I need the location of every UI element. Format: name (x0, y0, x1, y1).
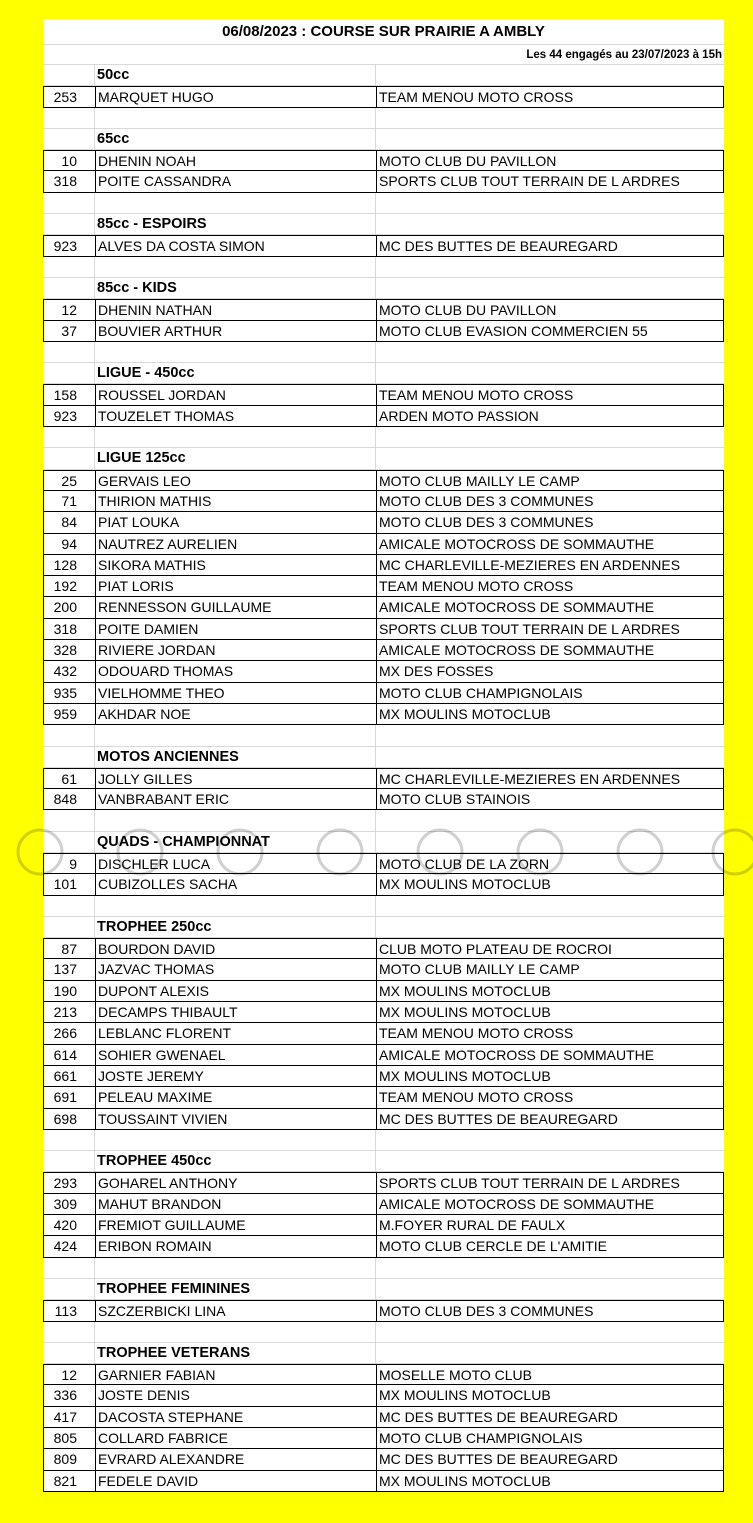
blank-cell (95, 257, 376, 278)
category-spacer (43, 278, 95, 299)
blank-cell (376, 1322, 724, 1343)
rider-name: EVRARD ALEXANDRE (95, 1449, 376, 1470)
table-row (43, 321, 724, 342)
table-row (43, 640, 724, 661)
rider-name: ROUSSEL JORDAN (95, 384, 376, 405)
table-row (43, 597, 724, 618)
category-header (43, 1279, 724, 1300)
rider-club: MX MOULINS MOTOCLUB (376, 1385, 724, 1406)
table-row (43, 1172, 724, 1193)
rider-club: CLUB MOTO PLATEAU DE ROCROI (376, 938, 724, 959)
category-name: 85cc - ESPOIRS (95, 214, 376, 235)
rider-club: SPORTS CLUB TOUT TERRAIN DE L ARDRES (376, 619, 724, 640)
rider-club: TEAM MENOU MOTO CROSS (376, 86, 724, 107)
category-spacer (376, 363, 724, 384)
category-header (43, 129, 724, 150)
category-spacer (43, 129, 95, 150)
rider-club: MX DES FOSSES (376, 661, 724, 682)
blank-cell (95, 193, 376, 214)
category-spacer (376, 278, 724, 299)
rider-number: 137 (43, 959, 95, 980)
blank-row (43, 1130, 724, 1151)
rider-number: 923 (43, 406, 95, 427)
rider-name: DHENIN NATHAN (95, 299, 376, 320)
rider-name: NAUTREZ AURELIEN (95, 534, 376, 555)
category-spacer (376, 832, 724, 853)
rider-name: DACOSTA STEPHANE (95, 1407, 376, 1428)
rider-number: 691 (43, 1087, 95, 1108)
table-row (43, 491, 724, 512)
category-spacer (43, 1343, 95, 1364)
table-row (43, 299, 724, 320)
blank-cell (43, 427, 95, 448)
category-spacer (43, 214, 95, 235)
category-spacer (43, 1279, 95, 1300)
table-row (43, 1066, 724, 1087)
table-row (43, 1428, 724, 1449)
rider-number: 614 (43, 1045, 95, 1066)
blank-row (43, 193, 724, 214)
rider-club: MOTO CLUB DU PAVILLON (376, 299, 724, 320)
rider-number: 84 (43, 512, 95, 533)
blank-cell (376, 1130, 724, 1151)
rider-name: ALVES DA COSTA SIMON (95, 235, 376, 256)
rider-name: TOUZELET THOMAS (95, 406, 376, 427)
category-spacer (376, 214, 724, 235)
blank-cell (43, 193, 95, 214)
blank-cell (376, 108, 724, 129)
category-header (43, 832, 724, 853)
category-spacer (376, 65, 724, 86)
rider-club: MOTO CLUB DES 3 COMMUNES (376, 491, 724, 512)
blank-cell (376, 896, 724, 917)
rider-name: SIKORA MATHIS (95, 555, 376, 576)
blank-cell (95, 342, 376, 363)
rider-club: MC DES BUTTES DE BEAUREGARD (376, 1449, 724, 1470)
rider-name: ODOUARD THOMAS (95, 661, 376, 682)
category-spacer (376, 1343, 724, 1364)
rider-number: 424 (43, 1236, 95, 1257)
rider-number: 318 (43, 171, 95, 192)
rider-number: 87 (43, 938, 95, 959)
rider-name: DHENIN NOAH (95, 150, 376, 171)
table-row (43, 1407, 724, 1428)
rider-name: VIELHOMME THEO (95, 683, 376, 704)
rider-club: MX MOULINS MOTOCLUB (376, 704, 724, 725)
rider-number: 805 (43, 1428, 95, 1449)
table-row (43, 619, 724, 640)
category-header (43, 448, 724, 469)
category-spacer (376, 917, 724, 938)
rider-name: GERVAIS LEO (95, 470, 376, 491)
rider-number: 253 (43, 86, 95, 107)
category-spacer (43, 1151, 95, 1172)
rider-number: 328 (43, 640, 95, 661)
rider-club: AMICALE MOTOCROSS DE SOMMAUTHE (376, 1045, 724, 1066)
rider-number: 959 (43, 704, 95, 725)
rider-number: 432 (43, 661, 95, 682)
rider-name: THIRION MATHIS (95, 491, 376, 512)
rider-club: MX MOULINS MOTOCLUB (376, 1471, 724, 1492)
table-row (43, 555, 724, 576)
category-spacer (376, 129, 724, 150)
rider-club: TEAM MENOU MOTO CROSS (376, 1023, 724, 1044)
category-spacer (376, 1151, 724, 1172)
table-row (43, 1109, 724, 1130)
blank-cell (43, 810, 95, 831)
rider-club: MC DES BUTTES DE BEAUREGARD (376, 235, 724, 256)
rider-number: 923 (43, 235, 95, 256)
blank-row (43, 108, 724, 129)
rider-club: SPORTS CLUB TOUT TERRAIN DE L ARDRES (376, 171, 724, 192)
blank-row (43, 427, 724, 448)
category-spacer (43, 65, 95, 86)
blank-cell (95, 108, 376, 129)
rider-number: 266 (43, 1023, 95, 1044)
rider-club: AMICALE MOTOCROSS DE SOMMAUTHE (376, 534, 724, 555)
rider-name: ERIBON ROMAIN (95, 1236, 376, 1257)
rider-number: 336 (43, 1385, 95, 1406)
category-name: TROPHEE 450cc (95, 1151, 376, 1172)
table-row (43, 959, 724, 980)
rider-club: MOTO CLUB DE LA ZORN (376, 853, 724, 874)
rider-club: MOTO CLUB CHAMPIGNOLAIS (376, 1428, 724, 1449)
category-header (43, 363, 724, 384)
rider-name: PIAT LOUKA (95, 512, 376, 533)
blank-row (43, 342, 724, 363)
rider-name: FREMIOT GUILLAUME (95, 1215, 376, 1236)
rider-name: RENNESSON GUILLAUME (95, 597, 376, 618)
rider-number: 293 (43, 1172, 95, 1193)
rider-name: POITE DAMIEN (95, 619, 376, 640)
rider-name: VANBRABANT ERIC (95, 789, 376, 810)
rider-name: TOUSSAINT VIVIEN (95, 1109, 376, 1130)
category-name: TROPHEE FEMININES (95, 1279, 376, 1300)
rider-number: 158 (43, 384, 95, 405)
blank-cell (376, 1258, 724, 1279)
rider-club: SPORTS CLUB TOUT TERRAIN DE L ARDRES (376, 1172, 724, 1193)
category-spacer (376, 448, 724, 469)
blank-cell (376, 257, 724, 278)
entry-table (43, 65, 724, 1492)
rider-name: GOHAREL ANTHONY (95, 1172, 376, 1193)
rider-club: MX MOULINS MOTOCLUB (376, 1002, 724, 1023)
rider-name: GARNIER FABIAN (95, 1364, 376, 1385)
blank-cell (43, 896, 95, 917)
table-row (43, 1045, 724, 1066)
table-row (43, 1449, 724, 1470)
rider-number: 12 (43, 299, 95, 320)
rider-name: BOURDON DAVID (95, 938, 376, 959)
rider-number: 37 (43, 321, 95, 342)
table-row (43, 789, 724, 810)
category-name: LIGUE 125cc (95, 448, 376, 469)
category-header (43, 65, 724, 86)
rider-club: TEAM MENOU MOTO CROSS (376, 1087, 724, 1108)
rider-number: 101 (43, 874, 95, 895)
blank-cell (43, 1322, 95, 1343)
rider-number: 318 (43, 619, 95, 640)
rider-number: 128 (43, 555, 95, 576)
rider-number: 821 (43, 1471, 95, 1492)
rider-number: 9 (43, 853, 95, 874)
rider-club: MOTO CLUB CERCLE DE L'AMITIE (376, 1236, 724, 1257)
category-header (43, 917, 724, 938)
rider-club: MX MOULINS MOTOCLUB (376, 874, 724, 895)
entries-subtitle: Les 44 engagés au 23/07/2023 à 15h (43, 45, 724, 65)
rider-club: MOTO CLUB EVASION COMMERCIEN 55 (376, 321, 724, 342)
category-spacer (43, 917, 95, 938)
rider-name: AKHDAR NOE (95, 704, 376, 725)
rider-club: MOTO CLUB STAINOIS (376, 789, 724, 810)
category-header (43, 214, 724, 235)
table-row (43, 470, 724, 491)
table-row (43, 1087, 724, 1108)
table-row (43, 1002, 724, 1023)
blank-cell (95, 427, 376, 448)
table-row (43, 512, 724, 533)
category-name: 65cc (95, 129, 376, 150)
rider-club: ARDEN MOTO PASSION (376, 406, 724, 427)
blank-cell (376, 193, 724, 214)
rider-name: JOSTE DENIS (95, 1385, 376, 1406)
rider-name: DECAMPS THIBAULT (95, 1002, 376, 1023)
rider-name: JOSTE JEREMY (95, 1066, 376, 1087)
category-name: TROPHEE VETERANS (95, 1343, 376, 1364)
category-spacer (43, 363, 95, 384)
blank-cell (376, 725, 724, 746)
rider-club: AMICALE MOTOCROSS DE SOMMAUTHE (376, 597, 724, 618)
rider-club: MOTO CLUB DES 3 COMMUNES (376, 512, 724, 533)
blank-cell (43, 1130, 95, 1151)
table-row (43, 704, 724, 725)
rider-number: 698 (43, 1109, 95, 1130)
rider-club: MOTO CLUB MAILLY LE CAMP (376, 959, 724, 980)
table-row (43, 406, 724, 427)
rider-number: 809 (43, 1449, 95, 1470)
rider-number: 113 (43, 1300, 95, 1321)
rider-club: M.FOYER RURAL DE FAULX (376, 1215, 724, 1236)
rider-club: MX MOULINS MOTOCLUB (376, 981, 724, 1002)
rider-name: FEDELE DAVID (95, 1471, 376, 1492)
category-spacer (376, 1279, 724, 1300)
category-spacer (43, 747, 95, 768)
blank-cell (376, 342, 724, 363)
blank-row (43, 896, 724, 917)
table-row (43, 874, 724, 895)
rider-name: PIAT LORIS (95, 576, 376, 597)
table-row (43, 576, 724, 597)
rider-number: 10 (43, 150, 95, 171)
rider-name: COLLARD FABRICE (95, 1428, 376, 1449)
rider-name: DISCHLER LUCA (95, 853, 376, 874)
blank-cell (376, 810, 724, 831)
rider-club: MOSELLE MOTO CLUB (376, 1364, 724, 1385)
table-row (43, 938, 724, 959)
category-name: 85cc - KIDS (95, 278, 376, 299)
rider-number: 213 (43, 1002, 95, 1023)
blank-row (43, 725, 724, 746)
category-name: LIGUE - 450cc (95, 363, 376, 384)
rider-name: JAZVAC THOMAS (95, 959, 376, 980)
rider-club: MOTO CLUB DES 3 COMMUNES (376, 1300, 724, 1321)
rider-number: 94 (43, 534, 95, 555)
blank-cell (43, 725, 95, 746)
blank-cell (43, 1258, 95, 1279)
rider-number: 661 (43, 1066, 95, 1087)
rider-club: MX MOULINS MOTOCLUB (376, 1066, 724, 1087)
rider-club: MC DES BUTTES DE BEAUREGARD (376, 1407, 724, 1428)
rider-club: TEAM MENOU MOTO CROSS (376, 576, 724, 597)
table-row (43, 768, 724, 789)
table-row (43, 853, 724, 874)
category-name: TROPHEE 250cc (95, 917, 376, 938)
rider-name: DUPONT ALEXIS (95, 981, 376, 1002)
category-spacer (43, 448, 95, 469)
table-row (43, 1194, 724, 1215)
rider-number: 61 (43, 768, 95, 789)
rider-club: TEAM MENOU MOTO CROSS (376, 384, 724, 405)
table-row (43, 171, 724, 192)
blank-cell (376, 427, 724, 448)
blank-cell (95, 725, 376, 746)
table-row (43, 683, 724, 704)
rider-number: 192 (43, 576, 95, 597)
table-row (43, 981, 724, 1002)
table-row (43, 1236, 724, 1257)
rider-name: PELEAU MAXIME (95, 1087, 376, 1108)
table-row (43, 235, 724, 256)
rider-name: POITE CASSANDRA (95, 171, 376, 192)
blank-cell (95, 1130, 376, 1151)
rider-club: MOTO CLUB MAILLY LE CAMP (376, 470, 724, 491)
table-row (43, 1471, 724, 1492)
rider-club: MC CHARLEVILLE-MEZIERES EN ARDENNES (376, 768, 724, 789)
rider-name: BOUVIER ARTHUR (95, 321, 376, 342)
entry-list-sheet (43, 19, 724, 1492)
category-name: MOTOS ANCIENNES (95, 747, 376, 768)
category-name: 50cc (95, 65, 376, 86)
table-row (43, 1215, 724, 1236)
blank-cell (95, 896, 376, 917)
table-row (43, 661, 724, 682)
blank-cell (43, 108, 95, 129)
rider-name: RIVIERE JORDAN (95, 640, 376, 661)
rider-name: MAHUT BRANDON (95, 1194, 376, 1215)
blank-row (43, 810, 724, 831)
blank-cell (95, 810, 376, 831)
category-name: QUADS - CHAMPIONNAT (95, 832, 376, 853)
rider-number: 200 (43, 597, 95, 618)
blank-row (43, 257, 724, 278)
category-header (43, 1151, 724, 1172)
rider-club: MOTO CLUB CHAMPIGNOLAIS (376, 683, 724, 704)
blank-cell (43, 257, 95, 278)
rider-club: AMICALE MOTOCROSS DE SOMMAUTHE (376, 640, 724, 661)
blank-row (43, 1322, 724, 1343)
rider-club: AMICALE MOTOCROSS DE SOMMAUTHE (376, 1194, 724, 1215)
rider-number: 71 (43, 491, 95, 512)
rider-number: 309 (43, 1194, 95, 1215)
rider-club: MC CHARLEVILLE-MEZIERES EN ARDENNES (376, 555, 724, 576)
category-header (43, 747, 724, 768)
table-row (43, 1300, 724, 1321)
rider-number: 848 (43, 789, 95, 810)
category-header (43, 1343, 724, 1364)
rider-name: JOLLY GILLES (95, 768, 376, 789)
category-header (43, 278, 724, 299)
rider-number: 417 (43, 1407, 95, 1428)
rider-name: CUBIZOLLES SACHA (95, 874, 376, 895)
rider-number: 190 (43, 981, 95, 1002)
rider-name: SZCZERBICKI LINA (95, 1300, 376, 1321)
blank-cell (95, 1322, 376, 1343)
rider-club: MOTO CLUB DU PAVILLON (376, 150, 724, 171)
rider-number: 420 (43, 1215, 95, 1236)
rider-number: 935 (43, 683, 95, 704)
blank-cell (43, 342, 95, 363)
page-title: 06/08/2023 : COURSE SUR PRAIRIE A AMBLY (43, 19, 724, 45)
table-row (43, 384, 724, 405)
rider-name: MARQUET HUGO (95, 86, 376, 107)
category-spacer (43, 832, 95, 853)
rider-number: 12 (43, 1364, 95, 1385)
table-row (43, 1364, 724, 1385)
rider-number: 25 (43, 470, 95, 491)
blank-row (43, 1258, 724, 1279)
rider-name: LEBLANC FLORENT (95, 1023, 376, 1044)
rider-club: MC DES BUTTES DE BEAUREGARD (376, 1109, 724, 1130)
blank-cell (95, 1258, 376, 1279)
table-row (43, 86, 724, 107)
table-row (43, 534, 724, 555)
table-row (43, 1023, 724, 1044)
table-row (43, 150, 724, 171)
rider-name: SOHIER GWENAEL (95, 1045, 376, 1066)
table-row (43, 1385, 724, 1406)
category-spacer (376, 747, 724, 768)
